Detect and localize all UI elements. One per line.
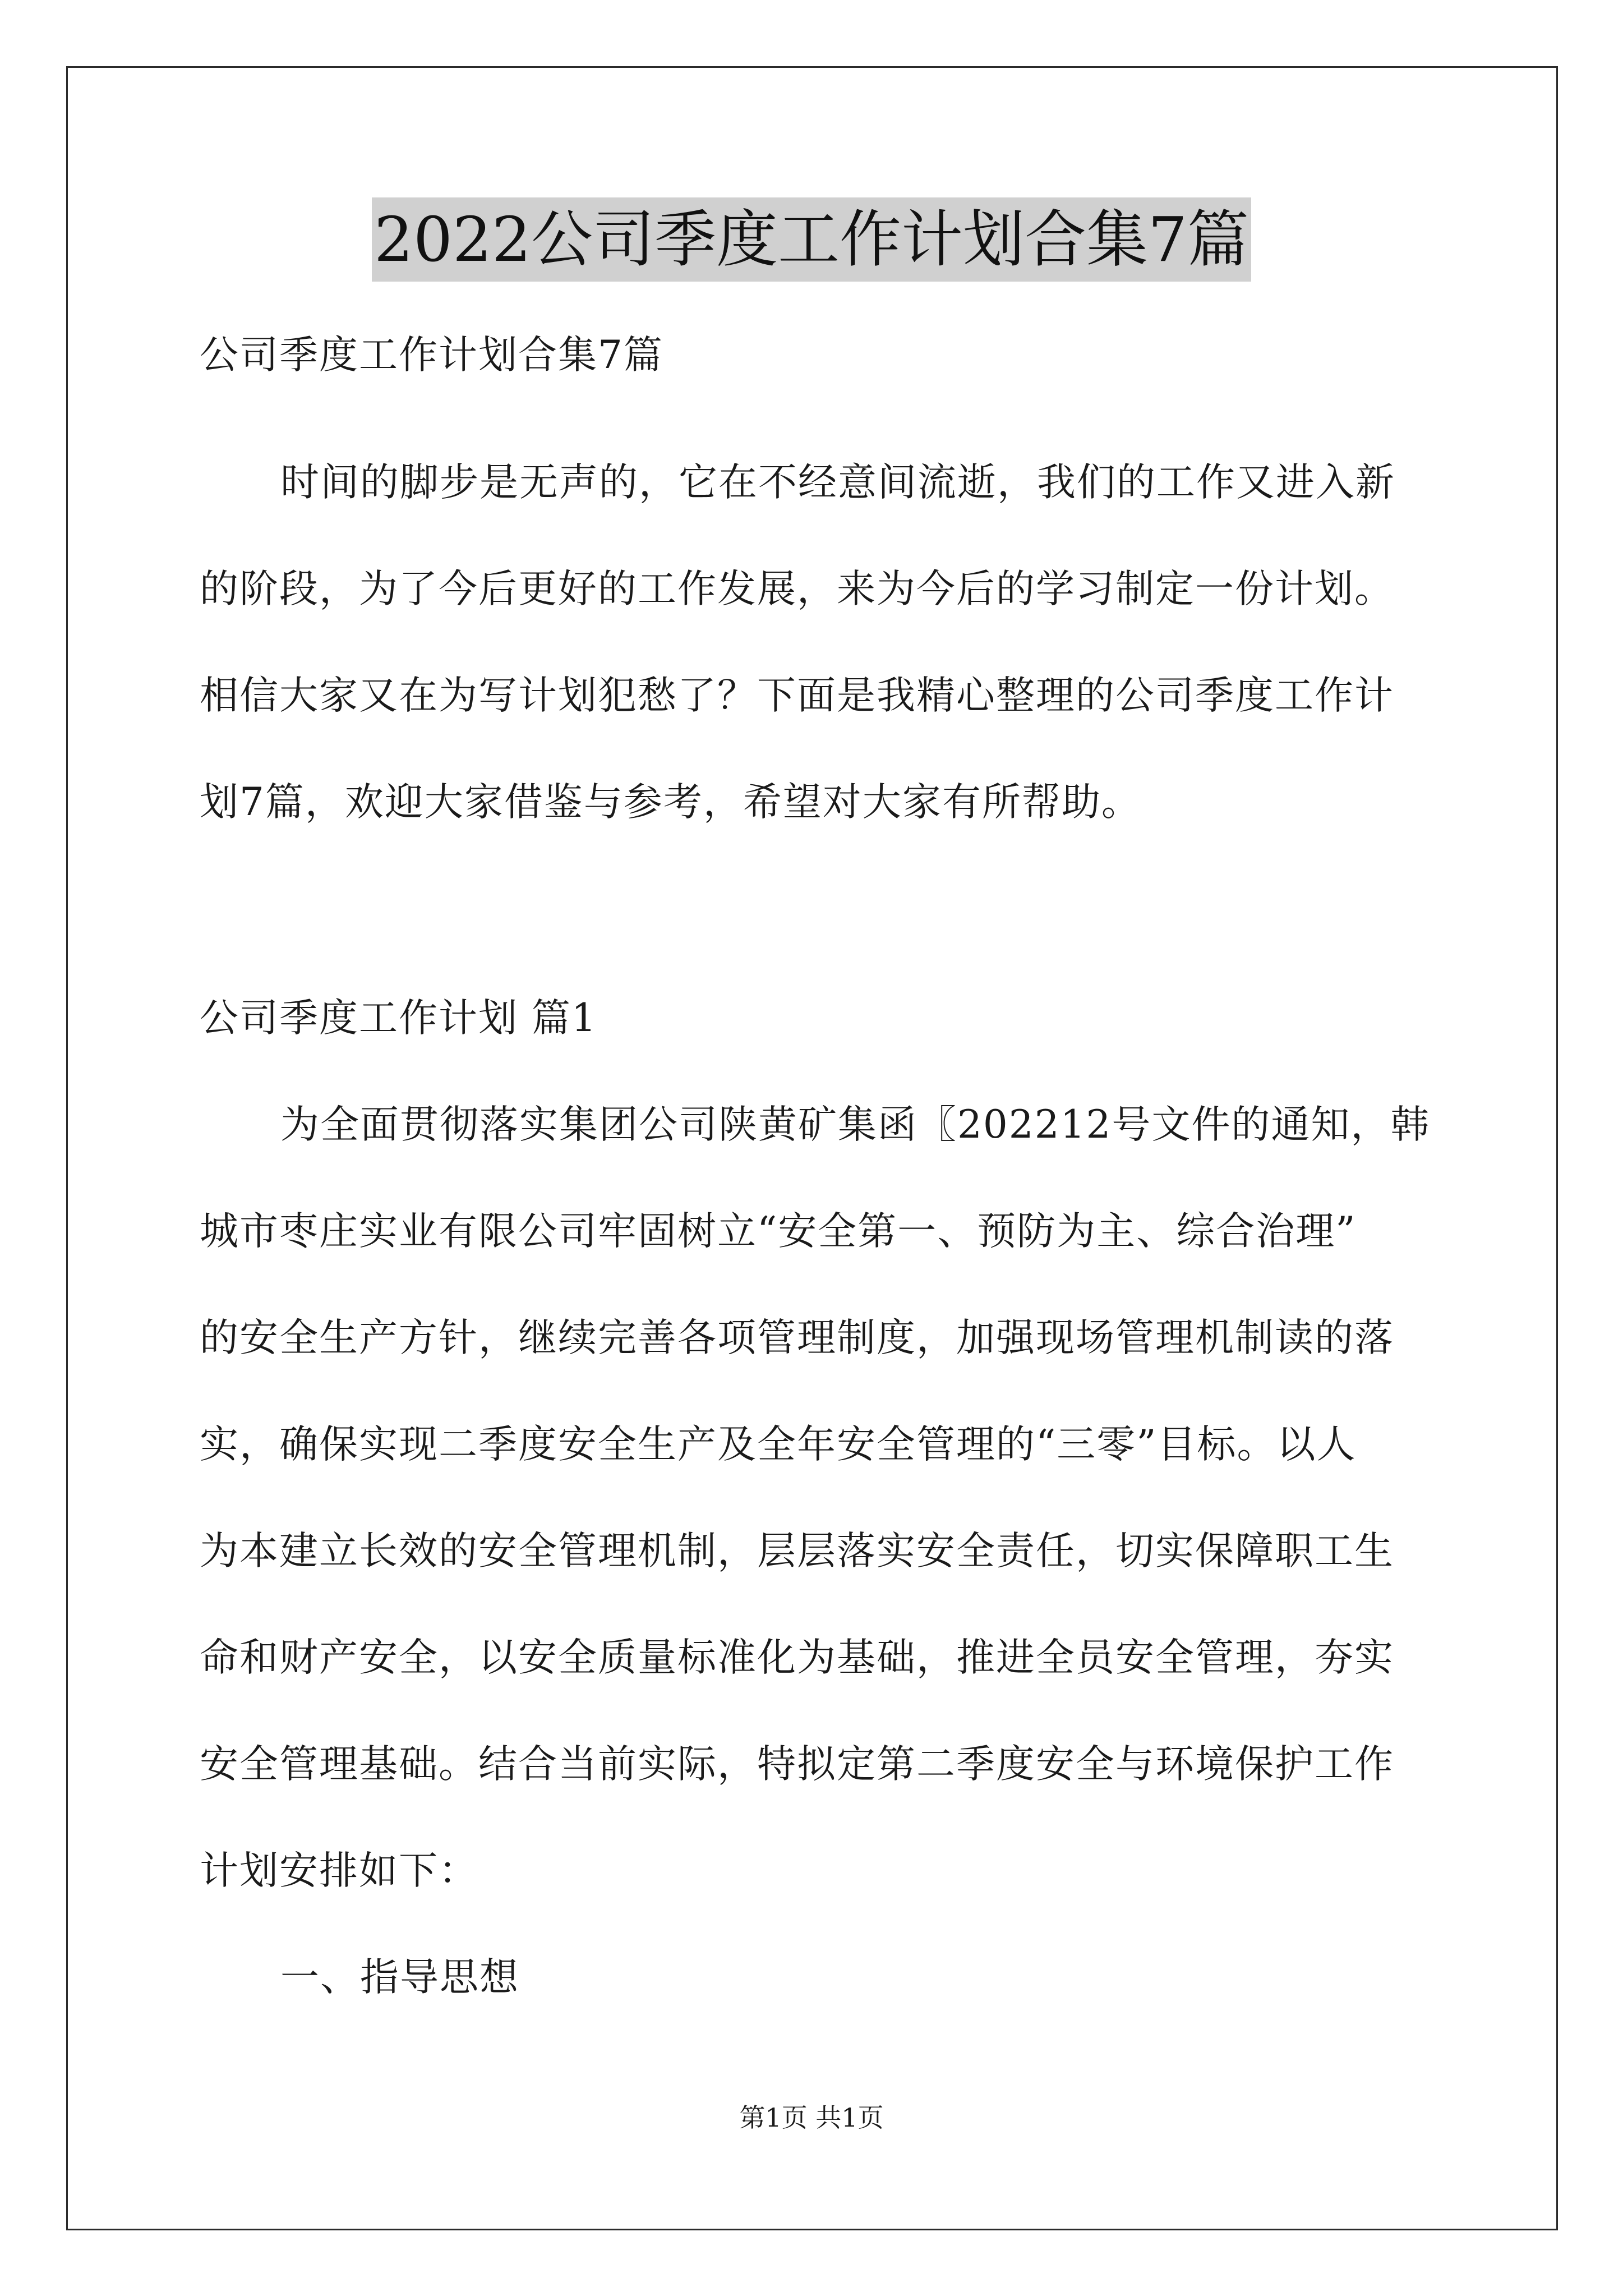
body-line-1: 为全面贯彻落实集团公司陕黄矿集函〖202212号文件的通知，韩 <box>280 1102 1431 1147</box>
body-line-8: 计划安排如下： <box>200 1848 478 1893</box>
subheading: 一、指导思想 <box>280 1955 519 2000</box>
document-subtitle: 公司季度工作计划合集7篇 <box>200 333 663 378</box>
intro-line-4: 划7篇，欢迎大家借鉴与参考，希望对大家有所帮助。 <box>200 780 1141 825</box>
body-line-2: 城市枣庄实业有限公司牢固树立“安全第一、预防为主、综合治理” <box>200 1209 1357 1254</box>
intro-line-2: 的阶段，为了今后更好的工作发展，来为今后的学习制定一份计划。 <box>200 567 1394 611</box>
body-line-4: 实，确保实现二季度安全生产及全年安全管理的“三零”目标。以人 <box>200 1422 1357 1467</box>
intro-line-1: 时间的脚步是无声的，它在不经意间流逝，我们的工作又进入新 <box>280 460 1395 505</box>
body-line-5: 为本建立长效的安全管理机制，层层落实安全责任，切实保障职工生 <box>200 1529 1394 1573</box>
page-footer: 第1页 共1页 <box>739 2102 884 2133</box>
body-line-7: 安全管理基础。结合当前实际，特拟定第二季度安全与环境保护工作 <box>200 1742 1394 1787</box>
intro-line-3: 相信大家又在为写计划犯愁了？下面是我精心整理的公司季度工作计 <box>200 673 1394 718</box>
body-line-6: 命和财产安全，以安全质量标准化为基础，推进全员安全管理，夯实 <box>200 1635 1394 1680</box>
title-wrap <box>0 197 1623 282</box>
document-title: 2022公司季度工作计划合集7篇 <box>372 197 1251 282</box>
section-heading: 公司季度工作计划 篇1 <box>200 996 597 1041</box>
body-line-3: 的安全生产方针，继续完善各项管理制度，加强现场管理机制读的落 <box>200 1315 1394 1360</box>
